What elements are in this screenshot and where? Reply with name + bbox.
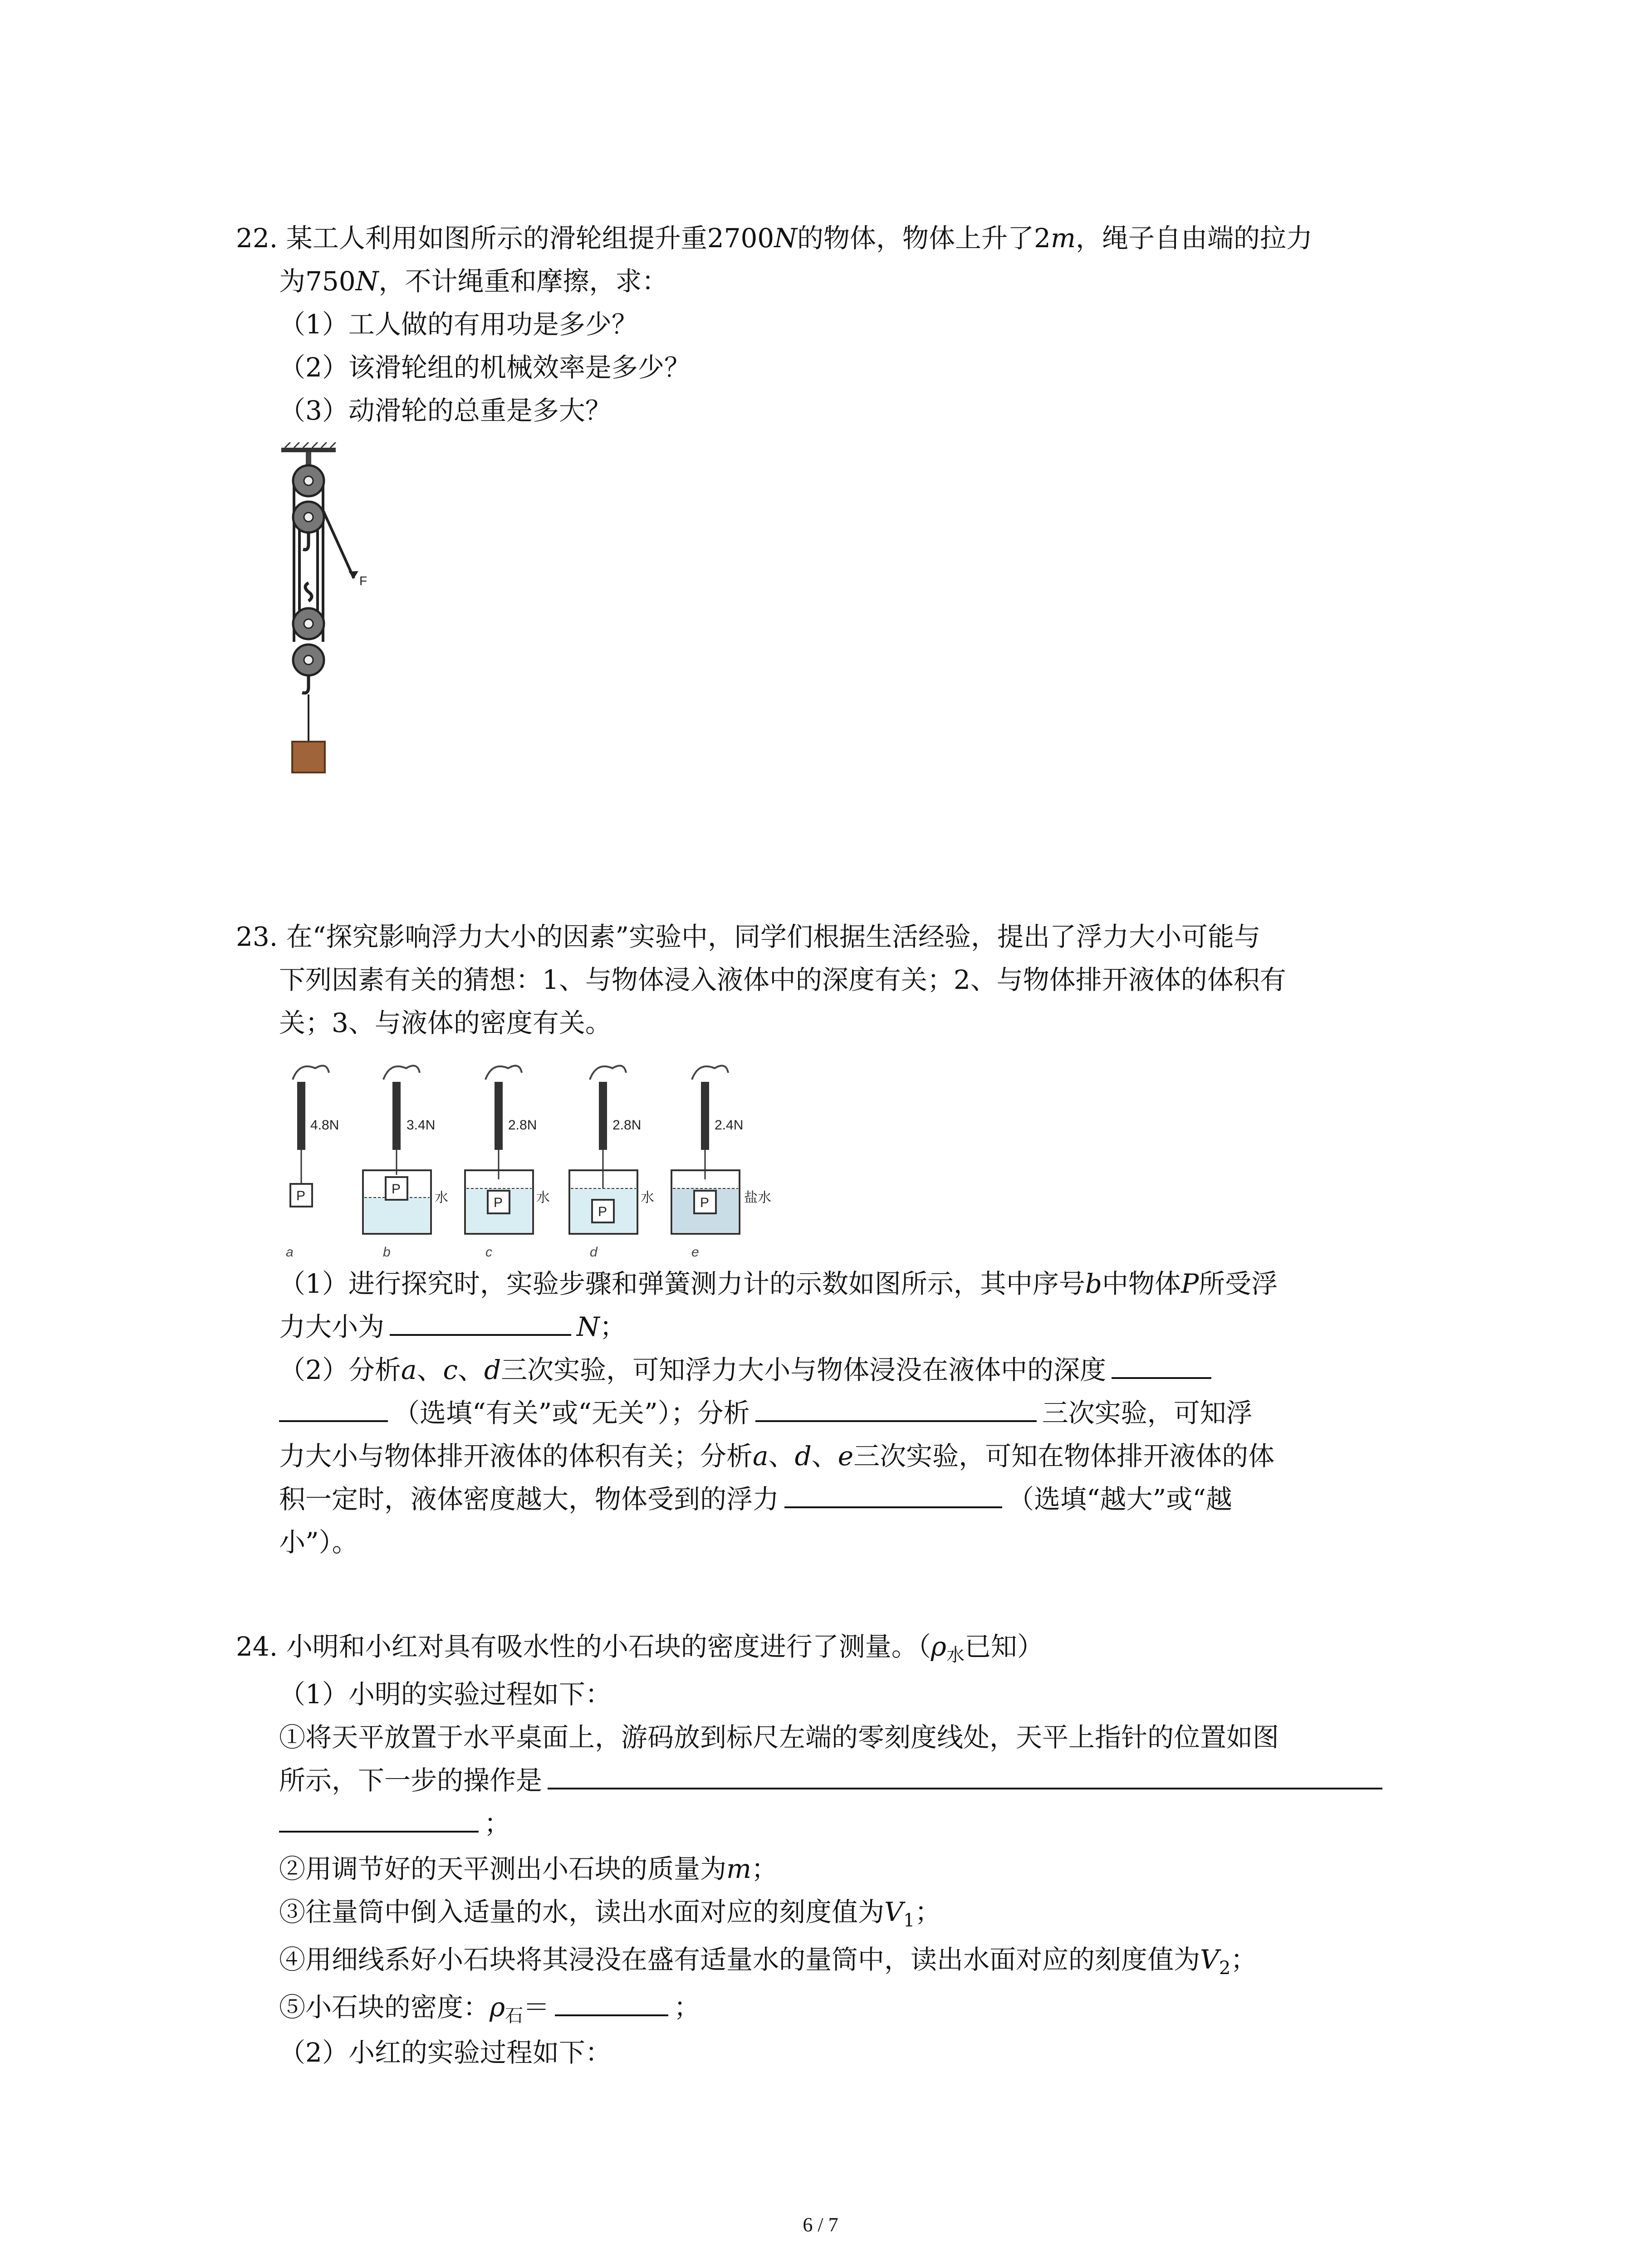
liquid-label: 盐水 xyxy=(744,1190,771,1205)
q23-sub-2-line-4 xyxy=(279,1483,1232,1515)
rho-subscript: 石 xyxy=(505,2005,524,2026)
q23-sub-2-line-5: 小”）。 xyxy=(279,1527,358,1558)
q23-sub-2-line-2 xyxy=(279,1397,1253,1429)
answer-blank-3[interactable] xyxy=(755,1398,1037,1422)
answer-blank-1[interactable] xyxy=(390,1311,571,1336)
block-label: P xyxy=(598,1204,607,1219)
setup-label: e xyxy=(691,1245,699,1260)
answer-blank-2b[interactable] xyxy=(279,1398,388,1422)
q22-text: ，绳子自由端的拉力 xyxy=(1075,223,1313,254)
answer-blank-6[interactable] xyxy=(555,1992,668,2016)
q23-line-1 xyxy=(236,921,1260,953)
q23-text: 在“探究影响浮力大小的因素”实验中，同学们根据生活经验，提出了浮力大小可能与 xyxy=(286,921,1260,952)
q23-number: 23. xyxy=(236,921,278,952)
q23-text: 、 xyxy=(416,1354,443,1385)
q24-text: ⑤小石块的密度： xyxy=(279,1992,490,2023)
q23-text: 中物体 xyxy=(1102,1268,1181,1299)
answer-blank-5a[interactable] xyxy=(548,1765,1382,1789)
rho-symbol: ρ xyxy=(931,1631,946,1662)
q23-text: 、 xyxy=(768,1441,795,1471)
q23-sub-2-line-1 xyxy=(279,1354,1217,1386)
q24-text: 已知） xyxy=(964,1631,1043,1662)
q23-var: d xyxy=(484,1354,501,1385)
q23-var: P xyxy=(1181,1268,1199,1299)
q24-subscript: 1 xyxy=(903,1910,915,1931)
q24-text: ②用调节好的天平测出小石块的质量为 xyxy=(279,1853,727,1884)
answer-blank-5b[interactable] xyxy=(279,1808,479,1833)
q24-subscript: 2 xyxy=(1219,1958,1231,1979)
q22-text: ，不计绳重和摩擦，求： xyxy=(378,266,668,297)
answer-blank-4[interactable] xyxy=(784,1484,1002,1508)
setup-label: a xyxy=(286,1245,294,1260)
q23-text: 三次实验，可知浮 xyxy=(1042,1398,1253,1428)
q22-unit: N xyxy=(774,223,798,254)
pulley-system-figure xyxy=(272,442,417,787)
q24-text: ； xyxy=(915,1897,941,1927)
q23-text: 力大小与物体排开液体的体积有关；分析 xyxy=(279,1441,753,1471)
q23-var: d xyxy=(794,1441,812,1471)
q24-step-1-line-1: ①将天平放置于水平桌面上，游码放到标尺左端的零刻度线处，天平上指针的位置如图 xyxy=(279,1722,1279,1753)
liquid-label: 水 xyxy=(641,1190,654,1205)
q23-sub-2-line-3 xyxy=(279,1440,1274,1472)
setup-label: b xyxy=(383,1245,391,1260)
q23-text: 三次实验，可知浮力大小与物体浸没在液体中的深度 xyxy=(501,1354,1107,1385)
q24-step-1-line-3 xyxy=(279,1808,510,1839)
q24-part-2: （2）小红的实验过程如下： xyxy=(279,2037,612,2068)
q23-var: c xyxy=(443,1354,458,1385)
q23-text: 积一定时，液体密度越大，物体受到的浮力 xyxy=(279,1484,779,1515)
q22-unit: N xyxy=(355,266,379,297)
q24-number: 24. xyxy=(236,1631,278,1662)
setup-label: c xyxy=(485,1245,492,1260)
q22-number: 22. xyxy=(236,223,278,254)
q24-text: 所示，下一步的操作是 xyxy=(279,1765,543,1796)
buoyancy-experiment-figure xyxy=(272,1052,817,1266)
setup-c xyxy=(465,1066,550,1260)
q22-part-2: （2）该滑轮组的机械效率是多少？ xyxy=(279,352,691,383)
q24-step-1-line-2 xyxy=(279,1765,1388,1796)
block-label: P xyxy=(392,1182,401,1197)
reading-label: 2.4N xyxy=(715,1118,744,1133)
q22-part-3: （3）动滑轮的总重是多大？ xyxy=(279,395,612,426)
block-label: P xyxy=(494,1195,503,1210)
setup-label: d xyxy=(590,1245,598,1260)
block-label: P xyxy=(700,1195,710,1210)
q23-text: （选填“越大”或“越 xyxy=(1008,1484,1232,1515)
q22-text: 的物体，物体上升了2 xyxy=(797,223,1051,254)
q24-text: 小明和小红对具有吸水性的小石块的密度进行了测量。（ xyxy=(286,1631,931,1662)
q24-text: ； xyxy=(674,1992,700,2023)
q23-sub-1-line-1 xyxy=(279,1268,1278,1300)
q24-var: V xyxy=(1200,1944,1219,1975)
reading-label: 2.8N xyxy=(508,1118,537,1133)
q23-text: 、 xyxy=(458,1354,485,1385)
force-label: F xyxy=(359,574,367,588)
q23-sub-1-line-2 xyxy=(279,1311,626,1343)
q23-var: a xyxy=(401,1354,417,1385)
q22-line-2 xyxy=(279,265,668,297)
rho-symbol: ρ xyxy=(490,1992,505,2023)
q22-text: 为750 xyxy=(279,266,356,297)
q24-text: ＝ xyxy=(523,1992,550,2023)
answer-blank-2a[interactable] xyxy=(1112,1354,1211,1379)
weight-block xyxy=(292,742,325,772)
q23-text: 所受浮 xyxy=(1199,1268,1278,1299)
q24-text: ； xyxy=(1230,1944,1257,1975)
q23-text: ； xyxy=(599,1311,626,1342)
q24-part-1: （1）小明的实验过程如下： xyxy=(279,1679,612,1710)
q23-text: （选填“有关”或“无关”）；分析 xyxy=(393,1398,750,1428)
q23-var: b xyxy=(1085,1268,1102,1299)
q23-unit: N xyxy=(577,1311,600,1342)
q22-unit: m xyxy=(1050,223,1076,254)
reading-label: 4.8N xyxy=(310,1118,339,1133)
q24-text: ④用细线系好小石块将其浸没在盛有适量水的量筒中，读出水面对应的刻度值为 xyxy=(279,1944,1200,1975)
q24-text: ； xyxy=(751,1853,778,1884)
q23-line-2: 下列因素有关的猜想：1、与物体浸入液体中的深度有关；2、与物体排开液体的体积有 xyxy=(279,964,1286,995)
q23-text: 力大小为 xyxy=(279,1311,385,1342)
q23-var: a xyxy=(753,1441,769,1471)
setup-e xyxy=(671,1066,771,1260)
q24-var: V xyxy=(884,1897,903,1927)
q24-step-4 xyxy=(279,1944,1257,1979)
q22-text: 某工人利用如图所示的滑轮组提升重2700 xyxy=(286,223,774,254)
q23-var: e xyxy=(838,1441,854,1471)
q23-line-3: 关；3、与液体的密度有关。 xyxy=(279,1007,612,1038)
q24-line-1 xyxy=(236,1631,1043,1666)
q24-text: ③往量筒中倒入适量的水，读出水面对应的刻度值为 xyxy=(279,1897,885,1927)
q24-step-3 xyxy=(279,1896,941,1931)
reading-label: 3.4N xyxy=(407,1118,436,1133)
q24-step-5 xyxy=(279,1991,700,2026)
q24-var: m xyxy=(726,1853,752,1884)
setup-d xyxy=(569,1066,654,1260)
liquid-label: 水 xyxy=(435,1190,448,1205)
q24-text: ； xyxy=(484,1808,511,1839)
setup-b xyxy=(363,1066,448,1260)
reading-label: 2.8N xyxy=(612,1118,642,1133)
q23-text: 、 xyxy=(811,1441,838,1471)
liquid-label: 水 xyxy=(536,1190,550,1205)
q22-line-1 xyxy=(236,222,1313,254)
rho-subscript: 水 xyxy=(946,1645,965,1666)
q23-text: 三次实验，可知在物体排开液体的体 xyxy=(853,1441,1275,1471)
block-label: P xyxy=(296,1188,306,1203)
q23-text: （2）分析 xyxy=(279,1354,401,1385)
q23-text: （1）进行探究时，实验步骤和弹簧测力计的示数如图所示，其中序号 xyxy=(279,1268,1085,1299)
q24-step-2 xyxy=(279,1853,778,1885)
q22-part-1: （1）工人做的有用功是多少？ xyxy=(279,309,638,340)
page-number: 6 / 7 xyxy=(803,2214,838,2236)
setup-a xyxy=(286,1066,339,1260)
